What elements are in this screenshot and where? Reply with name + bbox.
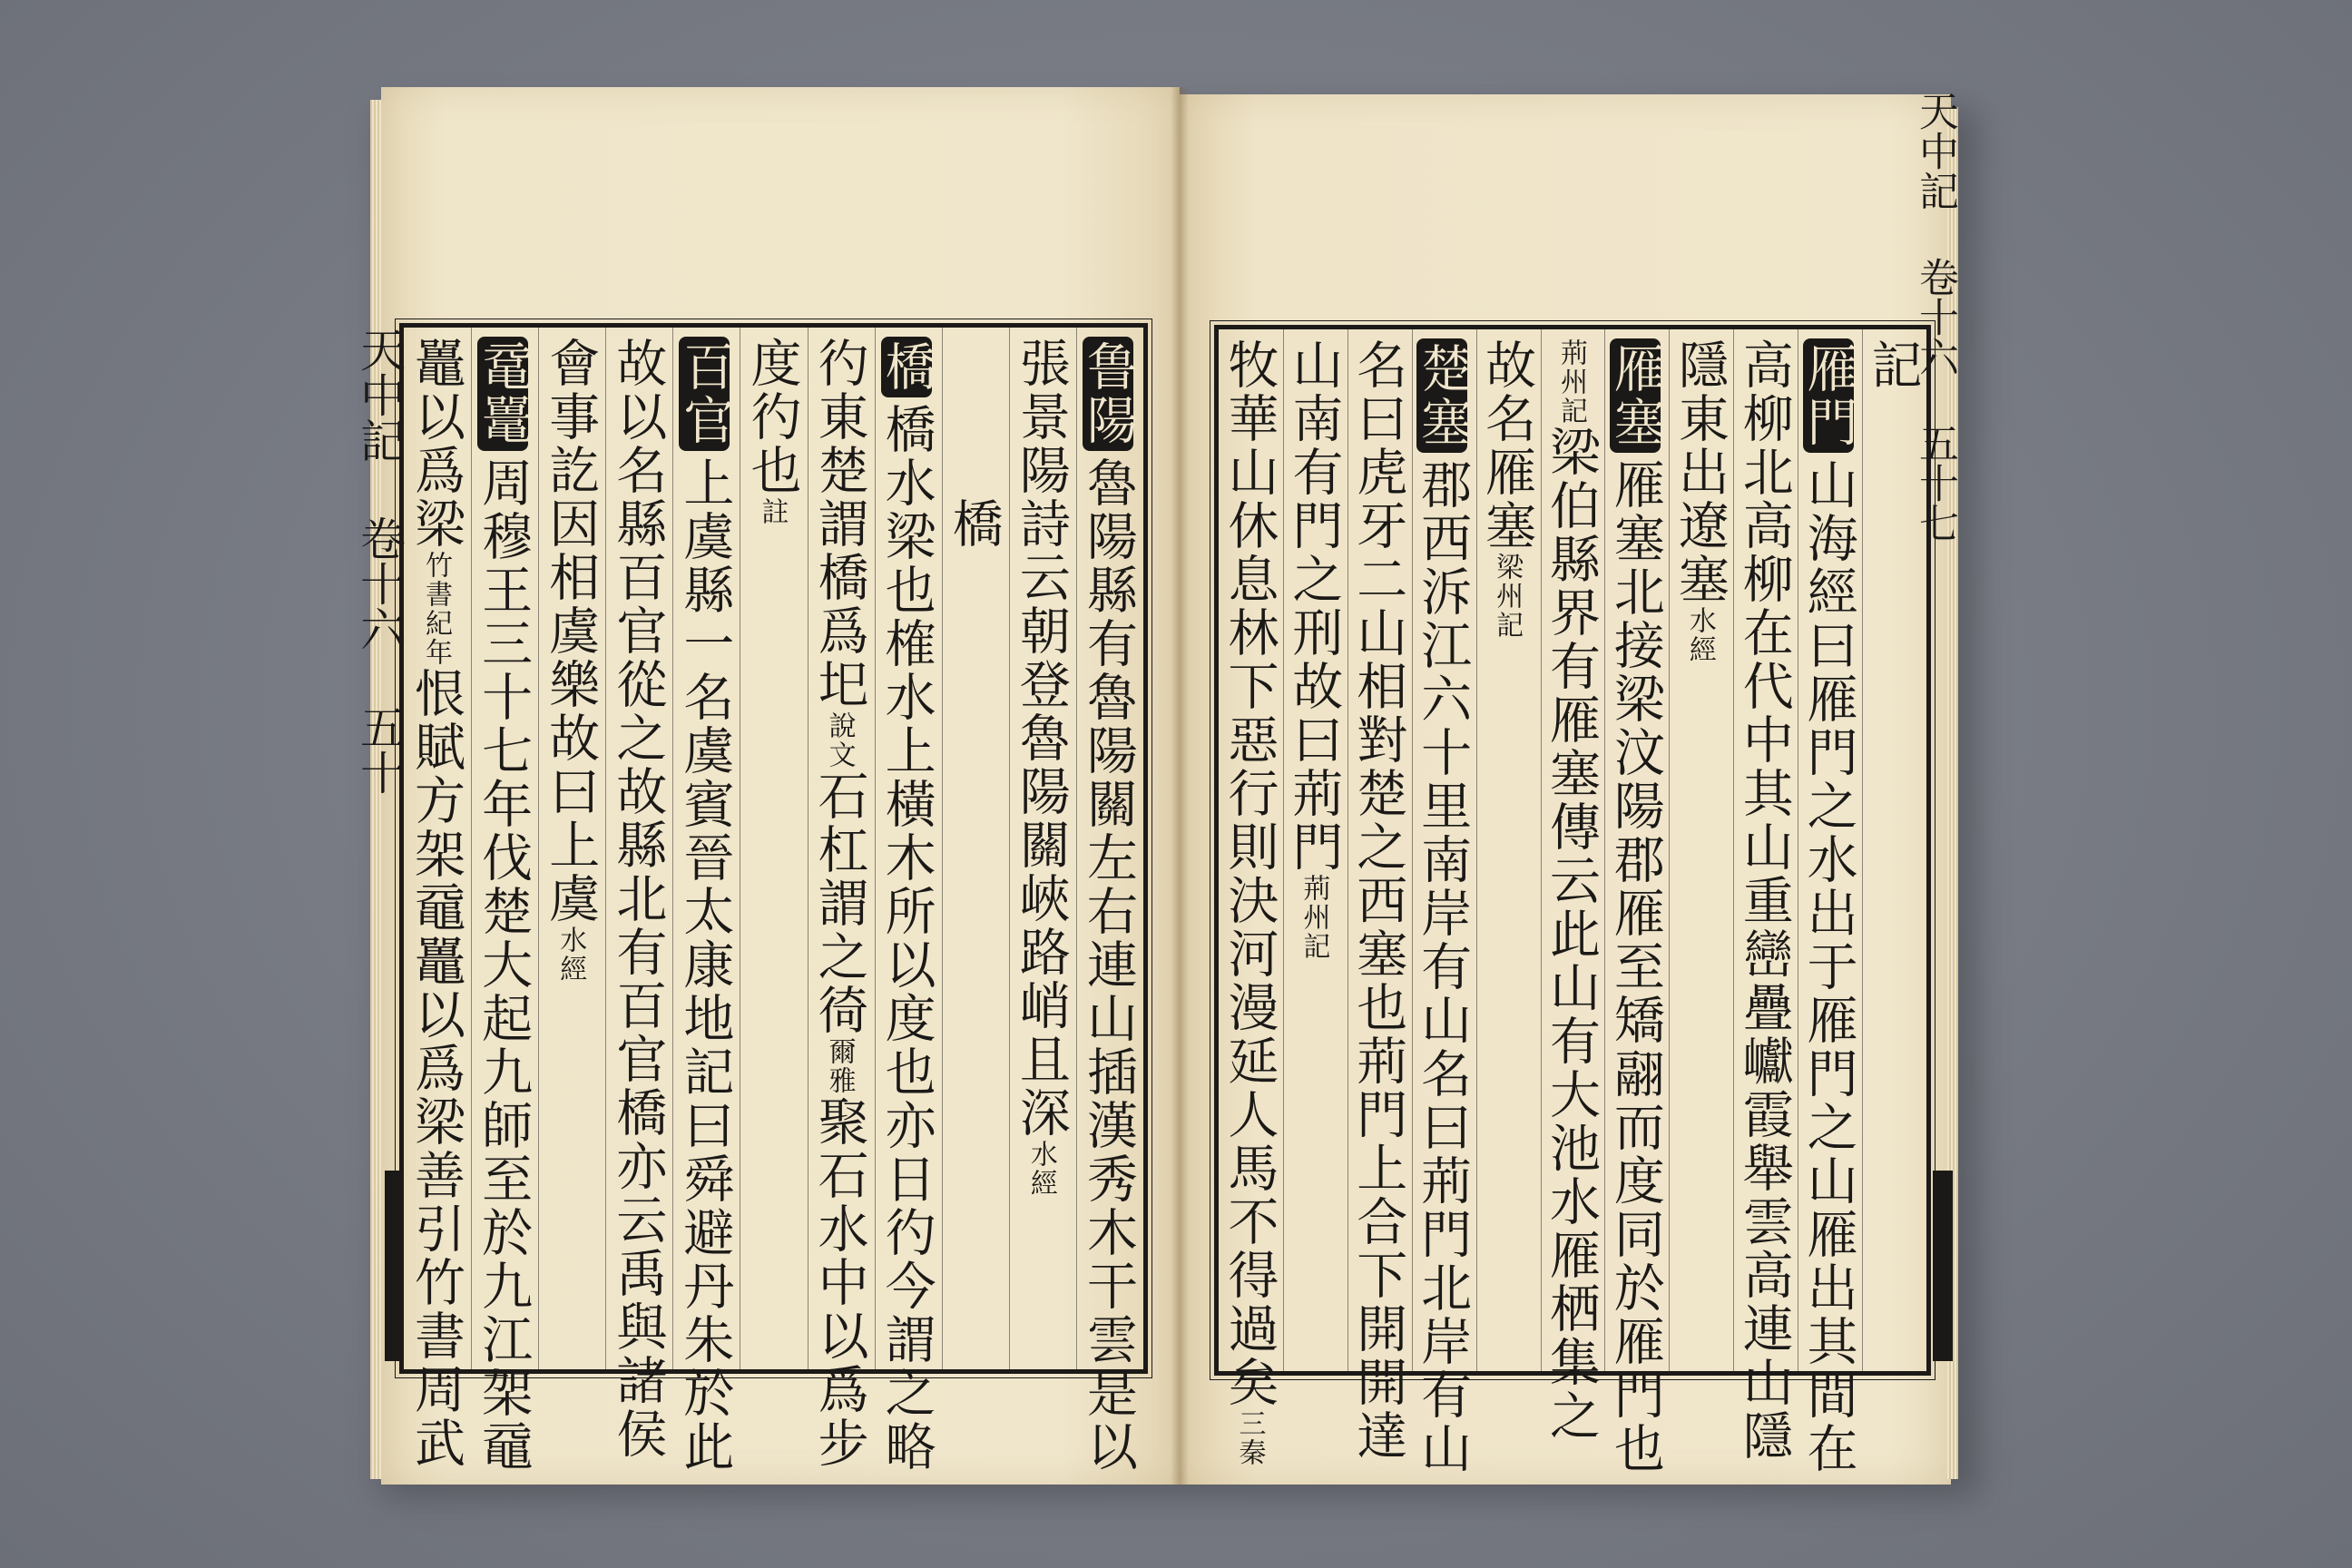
text-column <box>1220 338 1279 1467</box>
column-head: 橋 <box>881 337 932 397</box>
column-note: 竹書紀年 <box>420 551 453 667</box>
column-rule <box>1009 328 1010 1369</box>
column-note: 荊州記 <box>1555 338 1587 426</box>
right-fold-block <box>1933 1171 1953 1361</box>
column-head: 雁塞 <box>1610 338 1661 453</box>
column-head: 雁門 <box>1803 338 1854 453</box>
column-rule <box>1604 329 1605 1371</box>
column-head: 鲁陽 <box>1083 337 1133 451</box>
column-text: 名曰虎牙二山相對楚之西塞也荊門上合下開開達 <box>1348 338 1408 1463</box>
text-column <box>1670 338 1730 1364</box>
text-column <box>1284 338 1344 1364</box>
text-column <box>1348 338 1408 1463</box>
text-column <box>1011 337 1071 1362</box>
column-rule <box>471 328 472 1369</box>
column-rule <box>875 328 876 1369</box>
text-column <box>1078 337 1138 1474</box>
column-head: 百官 <box>679 337 730 451</box>
text-column <box>1798 338 1858 1475</box>
column-rule <box>1076 328 1077 1369</box>
column-text: 彴東楚謂橋爲圯 <box>809 337 869 711</box>
column-text: 郡西泝江六十里南岸有山名曰荊門北岸有山 <box>1413 458 1473 1475</box>
column-text: 石杠謂之徛 <box>809 769 869 1037</box>
column-rule <box>1733 329 1734 1371</box>
text-column <box>742 337 802 1362</box>
column-text: 橋水梁也榷水上橫木所以度也亦日彴今謂之略 <box>877 403 936 1474</box>
column-note: 荊州記 <box>1298 874 1330 961</box>
column-text: 故名雁塞 <box>1477 338 1537 553</box>
column-text: 隱東出遼塞 <box>1670 338 1730 606</box>
text-column <box>809 337 869 1470</box>
column-note: 註 <box>756 497 789 526</box>
column-text: 故以名縣百官從之故縣北有百官橋亦云禹與諸侯 <box>608 337 668 1461</box>
text-column <box>944 337 1004 1362</box>
text-column <box>474 337 534 1474</box>
text-column <box>407 337 466 1470</box>
column-text: 魯陽縣有魯陽關左右連山插漢秀木干雲是以 <box>1078 456 1138 1474</box>
column-note: 水經 <box>1683 606 1716 664</box>
column-note: 水經 <box>1024 1140 1057 1198</box>
book-gutter <box>1171 87 1189 1485</box>
column-text: 恨賦方架黿鼉以爲梁善引竹書周武 <box>407 667 466 1470</box>
text-column <box>1413 338 1473 1475</box>
column-rule <box>605 328 606 1369</box>
text-column <box>541 337 601 1362</box>
right-page-margin-title: 天中記 卷十六 五十七 <box>1912 91 1958 543</box>
column-rule <box>1283 329 1284 1371</box>
text-column <box>1477 338 1537 1364</box>
column-note: 說文 <box>823 711 856 769</box>
column-rule <box>1412 329 1413 1371</box>
column-rule <box>1476 329 1477 1371</box>
column-note: 爾雅 <box>823 1037 856 1095</box>
column-text: 牧華山休息林下惡行則決河漫延人馬不得過矣 <box>1220 338 1279 1409</box>
right-text-frame <box>1214 325 1931 1475</box>
column-rule <box>1541 329 1542 1371</box>
column-text: 上虞縣一名虞賓晉太康地記曰舜避丹朱於此 <box>675 456 735 1474</box>
column-head: 鼋鼍 <box>477 337 528 451</box>
column-text: 會事訖因相虞樂故曰上虞 <box>541 337 601 926</box>
column-text: 梁伯縣界有雁塞傳云此山有大池水雁栖集之 <box>1542 426 1601 1443</box>
column-rule <box>538 328 539 1369</box>
text-column <box>1605 338 1665 1475</box>
text-column <box>608 337 668 1461</box>
column-text: 雁塞北接梁汶陽郡雁至矯翮而度同於雁門也 <box>1605 458 1665 1475</box>
column-text: 周穆王三十七年伐楚大起九師至於九江架黿 <box>474 456 534 1474</box>
text-column <box>877 337 936 1474</box>
column-text: 張景陽詩云朝登魯陽關峽路峭且深 <box>1011 337 1071 1140</box>
column-rule <box>942 328 943 1369</box>
column-note: 梁州記 <box>1491 553 1524 640</box>
column-rule <box>1862 329 1863 1371</box>
column-text: 度彴也 <box>742 337 802 497</box>
column-head: 楚塞 <box>1416 338 1467 453</box>
left-page-margin-title: 天中記 卷十六 五十 <box>353 327 406 795</box>
text-column <box>1863 338 1923 1364</box>
column-text: 山南有門之刑故曰荊門 <box>1284 338 1344 874</box>
column-text: 聚石水中以爲步 <box>809 1095 869 1470</box>
column-rule <box>672 328 673 1369</box>
column-text: 橋 <box>944 337 1004 551</box>
column-text: 記 <box>1863 338 1923 392</box>
column-text: 山海經曰雁門之水出于雁門之山雁出其間在 <box>1798 458 1858 1475</box>
column-note: 三秦 <box>1233 1409 1266 1467</box>
column-text: 鼉以爲梁 <box>407 337 466 551</box>
column-rule <box>1669 329 1670 1371</box>
column-note: 水經 <box>554 926 587 984</box>
text-column <box>675 337 735 1474</box>
column-text: 高柳北高柳在代中其山重巒疊巘霞舉雲高連山隱 <box>1734 338 1794 1463</box>
text-column <box>1734 338 1794 1463</box>
text-column <box>1542 338 1601 1443</box>
left-text-frame <box>399 323 1148 1474</box>
